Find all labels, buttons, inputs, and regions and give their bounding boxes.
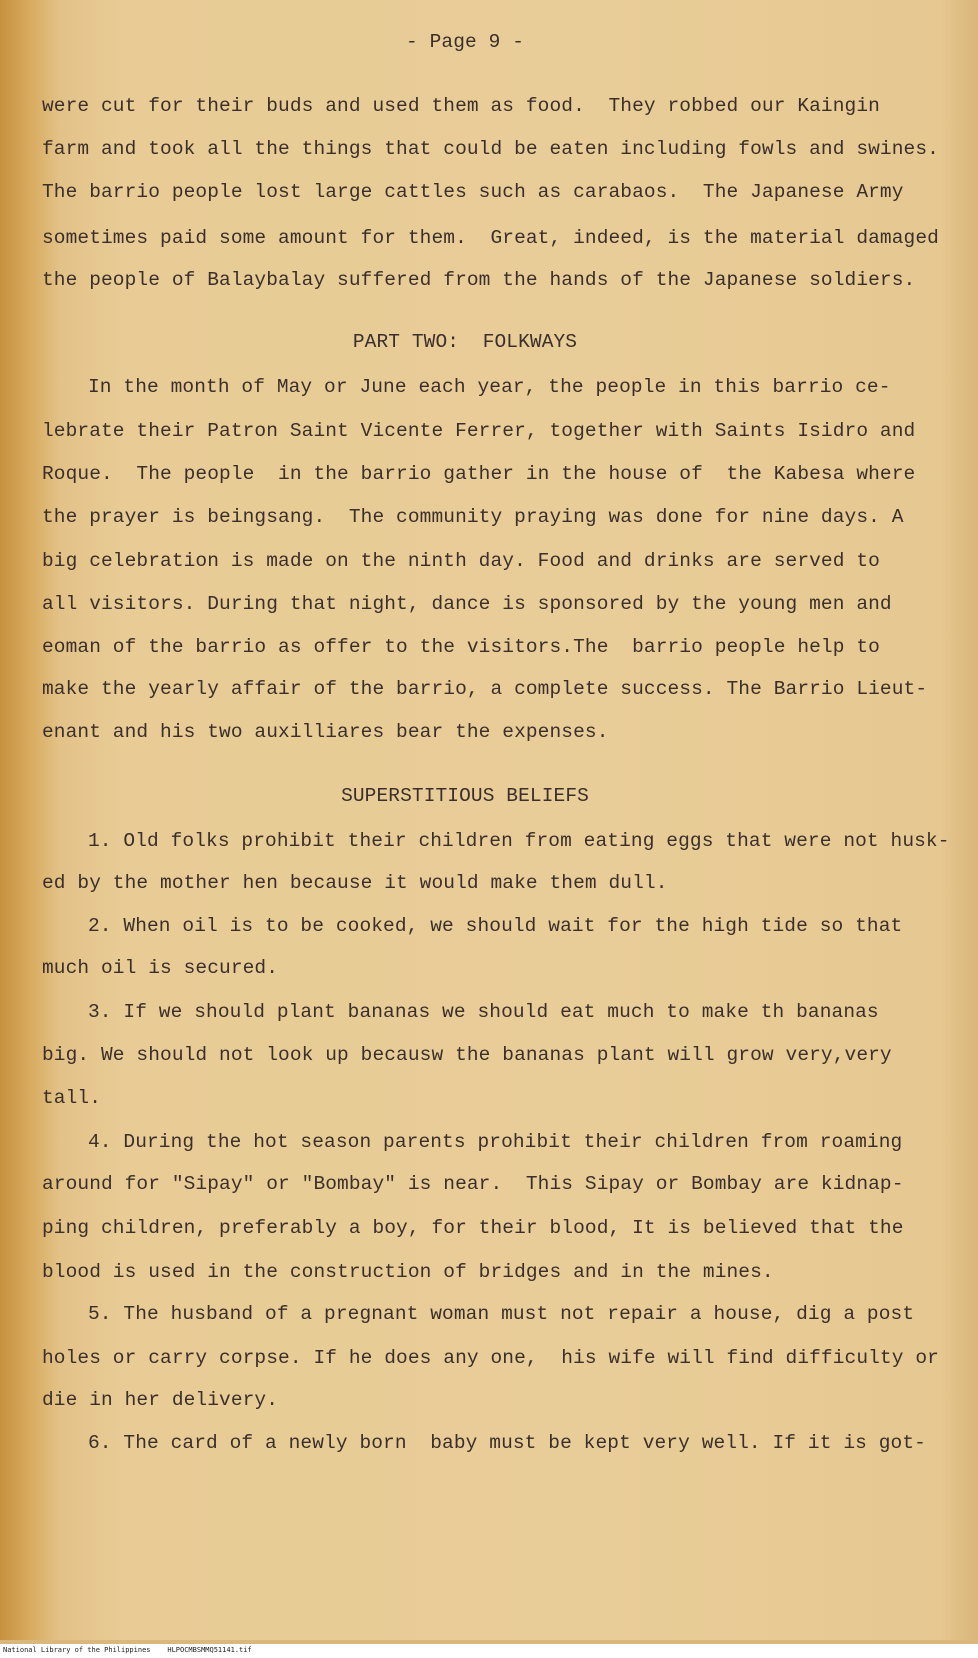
paragraph-line: big celebration is made on the ninth day. Food and drinks are served to — [42, 550, 880, 572]
belief-line: big. We should not look up becausw the bananas plant will grow very,very — [42, 1044, 892, 1066]
paragraph-line: the people of Balaybalay suffered from the hands of the Japanese soldiers. — [42, 269, 916, 291]
belief-line: 5. The husband of a pregnant woman must not repair a house, dig a post — [88, 1303, 915, 1325]
belief-line: blood is used in the construction of bridges and in the mines. — [42, 1261, 774, 1283]
belief-line: around for "Sipay" or "Bombay" is near. This Sipay or Bombay are kidnap- — [42, 1173, 904, 1195]
paragraph-line: Roque. The people in the barrio gather in the house of the Kabesa where — [42, 463, 916, 485]
paragraph-line: The barrio people lost large cattles such as carabaos. The Japanese Army — [42, 181, 904, 203]
paragraph-line: sometimes paid some amount for them. Great, indeed, is the material damaged — [42, 227, 939, 249]
belief-line: die in her delivery. — [42, 1389, 279, 1411]
section-heading-superstitious-beliefs: SUPERSTITIOUS BELIEFS — [341, 785, 589, 807]
paragraph-line: lebrate their Patron Saint Vicente Ferrer, together with Saints Isidro and — [42, 420, 916, 442]
paragraph-line: eoman of the barrio as offer to the visitors.The barrio people help to — [42, 636, 880, 658]
paragraph-line: make the yearly affair of the barrio, a complete success. The Barrio Lieut- — [42, 678, 928, 700]
belief-line: 4. During the hot season parents prohibit their children from roaming — [88, 1131, 903, 1153]
paragraph-line: In the month of May or June each year, the people in this barrio ce- — [88, 376, 891, 398]
scan-footer-caption: National Library of the Philippines HLPOCMBSMMQ51141.tif — [0, 1644, 978, 1658]
paragraph-line: enant and his two auxilliares bear the expenses. — [42, 721, 609, 743]
paragraph-line: all visitors. During that night, dance is sponsored by the young men and — [42, 593, 892, 615]
page-number-header: - Page 9 - — [405, 31, 525, 53]
belief-line: 1. Old folks prohibit their children from eating eggs that were not husk- — [88, 830, 950, 852]
paragraph-line: the prayer is beingsang. The community praying was done for nine days. A — [42, 506, 904, 528]
paragraph-line: were cut for their buds and used them as food. They robbed our Kaingin — [42, 95, 880, 117]
belief-line: 6. The card of a newly born baby must be kept very well. If it is got- — [88, 1432, 926, 1454]
belief-line: 3. If we should plant bananas we should eat much to make th bananas — [88, 1001, 879, 1023]
belief-line: holes or carry corpse. If he does any one, his wife will find difficulty or — [42, 1347, 939, 1369]
belief-line: 2. When oil is to be cooked, we should wait for the high tide so that — [88, 915, 903, 937]
belief-line: much oil is secured. — [42, 957, 279, 979]
belief-line: ping children, preferably a boy, for their blood, It is believed that the — [42, 1217, 904, 1239]
section-heading-folkways: PART TWO: FOLKWAYS — [352, 331, 578, 353]
belief-line: tall. — [42, 1087, 102, 1109]
belief-line: ed by the mother hen because it would make them dull. — [42, 872, 668, 894]
paragraph-line: farm and took all the things that could be eaten including fowls and swines. — [42, 138, 939, 160]
